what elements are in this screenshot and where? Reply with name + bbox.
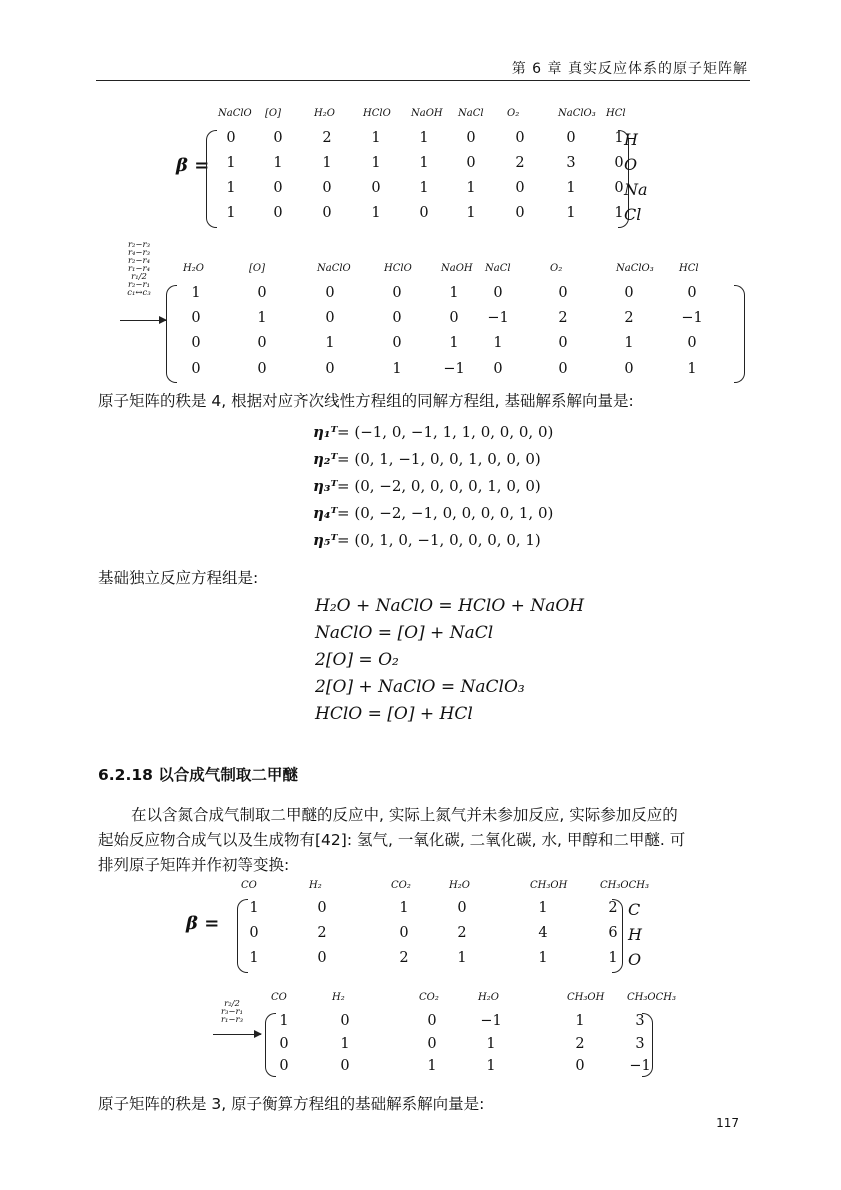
matrix2-cell: −1 [681,310,703,326]
basis-text: 基础独立反应方程组是: [98,569,259,587]
transform-arrow-1 [120,320,166,321]
matrix2-col-header: NaCl [485,263,511,274]
matrix1-cell: 1 [614,205,624,221]
matrix1-col-header: NaOH [411,108,443,119]
matrix3-cell: 2 [317,925,327,941]
matrix3-col-header: H₂O [449,880,470,891]
matrix2-cell: 0 [325,310,335,326]
matrix1-cell: 1 [566,205,576,221]
matrix1-cell: 1 [419,130,429,146]
matrix4-col-header: H₂ [332,992,345,1003]
matrix1-row-tag: H [624,130,638,149]
row-op: r₃−r₁ [220,1007,244,1017]
matrix1-cell: 2 [515,155,525,171]
row-op: r₁/2 [131,272,147,282]
matrix3-cell: 4 [538,925,548,941]
row-op: r₂−r₁ [127,280,151,290]
matrix4-cell: −1 [480,1013,502,1029]
matrix1-cell: 0 [273,205,283,221]
matrix2-col-header: NaClO₃ [616,263,654,274]
matrix1-cell: 3 [566,155,576,171]
vector-name: η₃ᵀ [313,477,338,495]
matrix1-col-header: NaCl [458,108,484,119]
matrix4-cell: 0 [575,1058,585,1074]
matrix2-cell: 0 [624,285,634,301]
row-op: r₁−r₃ [220,1015,244,1025]
matrix2-cell: 0 [325,285,335,301]
matrix4-cell: 1 [279,1013,289,1029]
rank-text-1: 原子矩阵的秩是 4, 根据对应齐次线性方程组的同解方程组, 基础解系解向量是: [98,392,634,410]
equation: 2[O] + NaClO = NaClO₃ [315,677,525,697]
matrix1-cell: 0 [515,130,525,146]
vector-name: η₂ᵀ [313,450,338,468]
equation: HClO = [O] + HCl [315,704,473,724]
matrix2-cell: 0 [558,361,568,377]
matrix4-cell: −1 [629,1058,651,1074]
matrix2-col-header: HCl [679,263,699,274]
matrix1-cell: 0 [515,180,525,196]
matrix2-col-header: H₂O [183,263,204,274]
matrix2-cell: 0 [558,285,568,301]
matrix1-cell: 0 [273,130,283,146]
matrix3-row-tag: O [628,950,642,969]
matrix1-cell: 0 [614,155,624,171]
matrix4-cell: 1 [575,1013,585,1029]
matrix1-cell: 1 [273,155,283,171]
matrix4-cell: 0 [340,1013,350,1029]
paragraph-line-1: 在以含氮合成气制取二甲醚的反应中, 实际上氮气并未参加反应, 实际参加反应的 [131,806,678,824]
matrix1-cell: 1 [466,205,476,221]
equation: H₂O + NaClO = HClO + NaOH [315,596,585,616]
matrix4-col-header: H₂O [478,992,499,1003]
matrix1-col-header: [O] [265,108,282,119]
matrix2-col-header: NaOH [441,263,473,274]
matrix3-cell: 1 [249,950,259,966]
matrix2-cell: 0 [687,335,697,351]
matrix-2-right-paren [734,285,745,383]
matrix4-cell: 0 [427,1036,437,1052]
paragraph-line-3: 排列原子矩阵并作初等变换: [98,856,290,874]
matrix3-cell: 1 [538,900,548,916]
vector-value: = (0, −2, −1, 0, 0, 0, 0, 1, 0) [337,504,554,522]
matrix3-cell: 1 [249,900,259,916]
matrix1-cell: 2 [322,130,332,146]
matrix2-cell: 0 [257,335,267,351]
matrix2-cell: 1 [493,335,503,351]
matrix3-row-tag: H [628,925,642,944]
matrix1-cell: 1 [419,180,429,196]
equation: NaClO = [O] + NaCl [315,623,494,643]
matrix2-cell: 0 [558,335,568,351]
matrix2-cell: 0 [392,285,402,301]
row-op: r₁−r₄ [127,264,151,274]
matrix4-cell: 3 [635,1036,645,1052]
matrix1-cell: 0 [466,155,476,171]
matrix3-cell: 0 [399,925,409,941]
vector-value: = (−1, 0, −1, 1, 1, 0, 0, 0, 0) [337,423,554,441]
row-op: r₂−r₄ [127,256,151,266]
matrix4-cell: 0 [427,1013,437,1029]
matrix1-row-tag: O [624,155,638,174]
matrix3-cell: 2 [399,950,409,966]
matrix1-col-header: H₂O [314,108,335,119]
matrix2-cell: 1 [687,361,697,377]
paragraph-line-2: 起始反应物合成气以及生成物有[42]: 氢气, 一氧化碳, 二氧化碳, 水, 甲醇和二甲醚. 可 [98,831,686,849]
matrix1-cell: 0 [419,205,429,221]
matrix2-cell: 0 [325,361,335,377]
matrix2-cell: 1 [449,285,459,301]
matrix4-cell: 1 [486,1058,496,1074]
matrix1-cell: 0 [566,130,576,146]
matrix4-col-header: CO₂ [419,992,439,1003]
matrix4-cell: 1 [340,1036,350,1052]
row-op: r₄−r₃ [127,248,151,258]
matrix4-cell: 3 [635,1013,645,1029]
matrix1-cell: 1 [614,130,624,146]
matrix4-cell: 1 [427,1058,437,1074]
matrix2-cell: 0 [493,285,503,301]
matrix2-cell: 0 [392,310,402,326]
matrix2-cell: 0 [191,361,201,377]
beta-label-2: β = [186,913,220,934]
matrix2-cell: 1 [392,361,402,377]
matrix1-col-header: HClO [363,108,391,119]
beta-label: β = [176,155,210,176]
row-ops-2 [212,1000,252,1024]
matrix2-cell: 0 [257,361,267,377]
matrix4-col-header: CH₃OH [567,992,605,1003]
row-ops-1 [119,241,159,297]
matrix3-row-tag: C [628,900,641,919]
matrix4-col-header: CH₃OCH₃ [627,992,676,1003]
matrix3-col-header: CH₃OCH₃ [600,880,649,891]
matrix2-cell: 0 [449,310,459,326]
matrix1-cell: 0 [614,180,624,196]
matrix1-cell: 1 [226,205,236,221]
matrix1-cell: 0 [466,130,476,146]
vector-name: η₅ᵀ [313,531,338,549]
matrix2-cell: 1 [325,335,335,351]
matrix3-col-header: H₂ [309,880,322,891]
matrix1-cell: 1 [371,130,381,146]
matrix2-cell: 0 [257,285,267,301]
matrix2-cell: 0 [624,361,634,377]
matrix1-cell: 0 [322,180,332,196]
matrix4-cell: 1 [486,1036,496,1052]
matrix2-cell: 0 [191,310,201,326]
matrix3-cell: 2 [608,900,618,916]
matrix1-col-header: NaClO₃ [558,108,596,119]
matrix2-cell: 1 [257,310,267,326]
matrix4-cell: 0 [279,1036,289,1052]
running-header: 第 6 章 真实反应体系的原子矩阵解 [511,61,748,77]
matrix3-cell: 0 [317,950,327,966]
matrix2-cell: 2 [558,310,568,326]
matrix1-cell: 1 [226,155,236,171]
matrix2-col-header: [O] [249,263,266,274]
matrix3-cell: 0 [249,925,259,941]
matrix3-cell: 1 [399,900,409,916]
row-op: c₁↔c₃ [127,288,151,298]
matrix1-cell: 1 [371,205,381,221]
matrix1-cell: 0 [226,130,236,146]
matrix1-cell: 1 [322,155,332,171]
vector-name: η₁ᵀ [313,423,338,441]
matrix1-col-header: NaClO [218,108,252,119]
transform-arrow-2 [213,1034,261,1035]
matrix1-cell: 0 [515,205,525,221]
matrix2-col-header: NaClO [317,263,351,274]
matrix1-cell: 0 [273,180,283,196]
header-rule [96,80,750,81]
matrix1-col-header: O₂ [507,108,520,119]
matrix2-cell: 2 [624,310,634,326]
section-heading: 6.2.18 以合成气制取二甲醚 [98,766,298,784]
matrix1-cell: 1 [371,155,381,171]
row-op: r₂−r₃ [127,240,151,250]
matrix1-cell: 0 [371,180,381,196]
matrix-2-left-paren [166,285,177,383]
matrix2-cell: 0 [392,335,402,351]
matrix2-cell: 1 [449,335,459,351]
matrix1-cell: 1 [466,180,476,196]
matrix3-cell: 6 [608,925,618,941]
matrix3-cell: 1 [457,950,467,966]
matrix3-cell: 0 [317,900,327,916]
matrix1-col-header: HCl [606,108,626,119]
matrix1-cell: 1 [226,180,236,196]
matrix3-cell: 1 [538,950,548,966]
matrix1-cell: 0 [322,205,332,221]
matrix2-cell: 0 [493,361,503,377]
rank-text-2: 原子矩阵的秩是 3, 原子衡算方程组的基础解系解向量是: [98,1095,485,1113]
matrix2-cell: 1 [624,335,634,351]
matrix1-cell: 1 [419,155,429,171]
matrix3-col-header: CO₂ [391,880,411,891]
matrix3-col-header: CO [241,880,257,891]
vector-value: = (0, 1, −1, 0, 0, 1, 0, 0, 0) [337,450,541,468]
matrix1-row-tag: Cl [624,205,642,224]
matrix4-cell: 0 [279,1058,289,1074]
page-number: 117 [716,1116,739,1130]
vector-name: η₄ᵀ [313,504,338,522]
matrix2-cell: 0 [191,335,201,351]
matrix2-cell: −1 [443,361,465,377]
matrix3-cell: 2 [457,925,467,941]
matrix3-cell: 1 [608,950,618,966]
matrix4-col-header: CO [271,992,287,1003]
matrix2-cell: −1 [487,310,509,326]
matrix2-col-header: O₂ [550,263,563,274]
matrix2-cell: 1 [191,285,201,301]
matrix4-cell: 2 [575,1036,585,1052]
matrix3-col-header: CH₃OH [530,880,568,891]
matrix1-row-tag: Na [624,180,648,199]
row-op: r₂/2 [224,999,240,1009]
equation: 2[O] = O₂ [315,650,399,670]
matrix2-cell: 0 [687,285,697,301]
vector-value: = (0, −2, 0, 0, 0, 0, 1, 0, 0) [337,477,541,495]
matrix1-cell: 1 [566,180,576,196]
matrix4-cell: 0 [340,1058,350,1074]
matrix2-col-header: HClO [384,263,412,274]
vector-value: = (0, 1, 0, −1, 0, 0, 0, 0, 1) [337,531,541,549]
matrix3-cell: 0 [457,900,467,916]
